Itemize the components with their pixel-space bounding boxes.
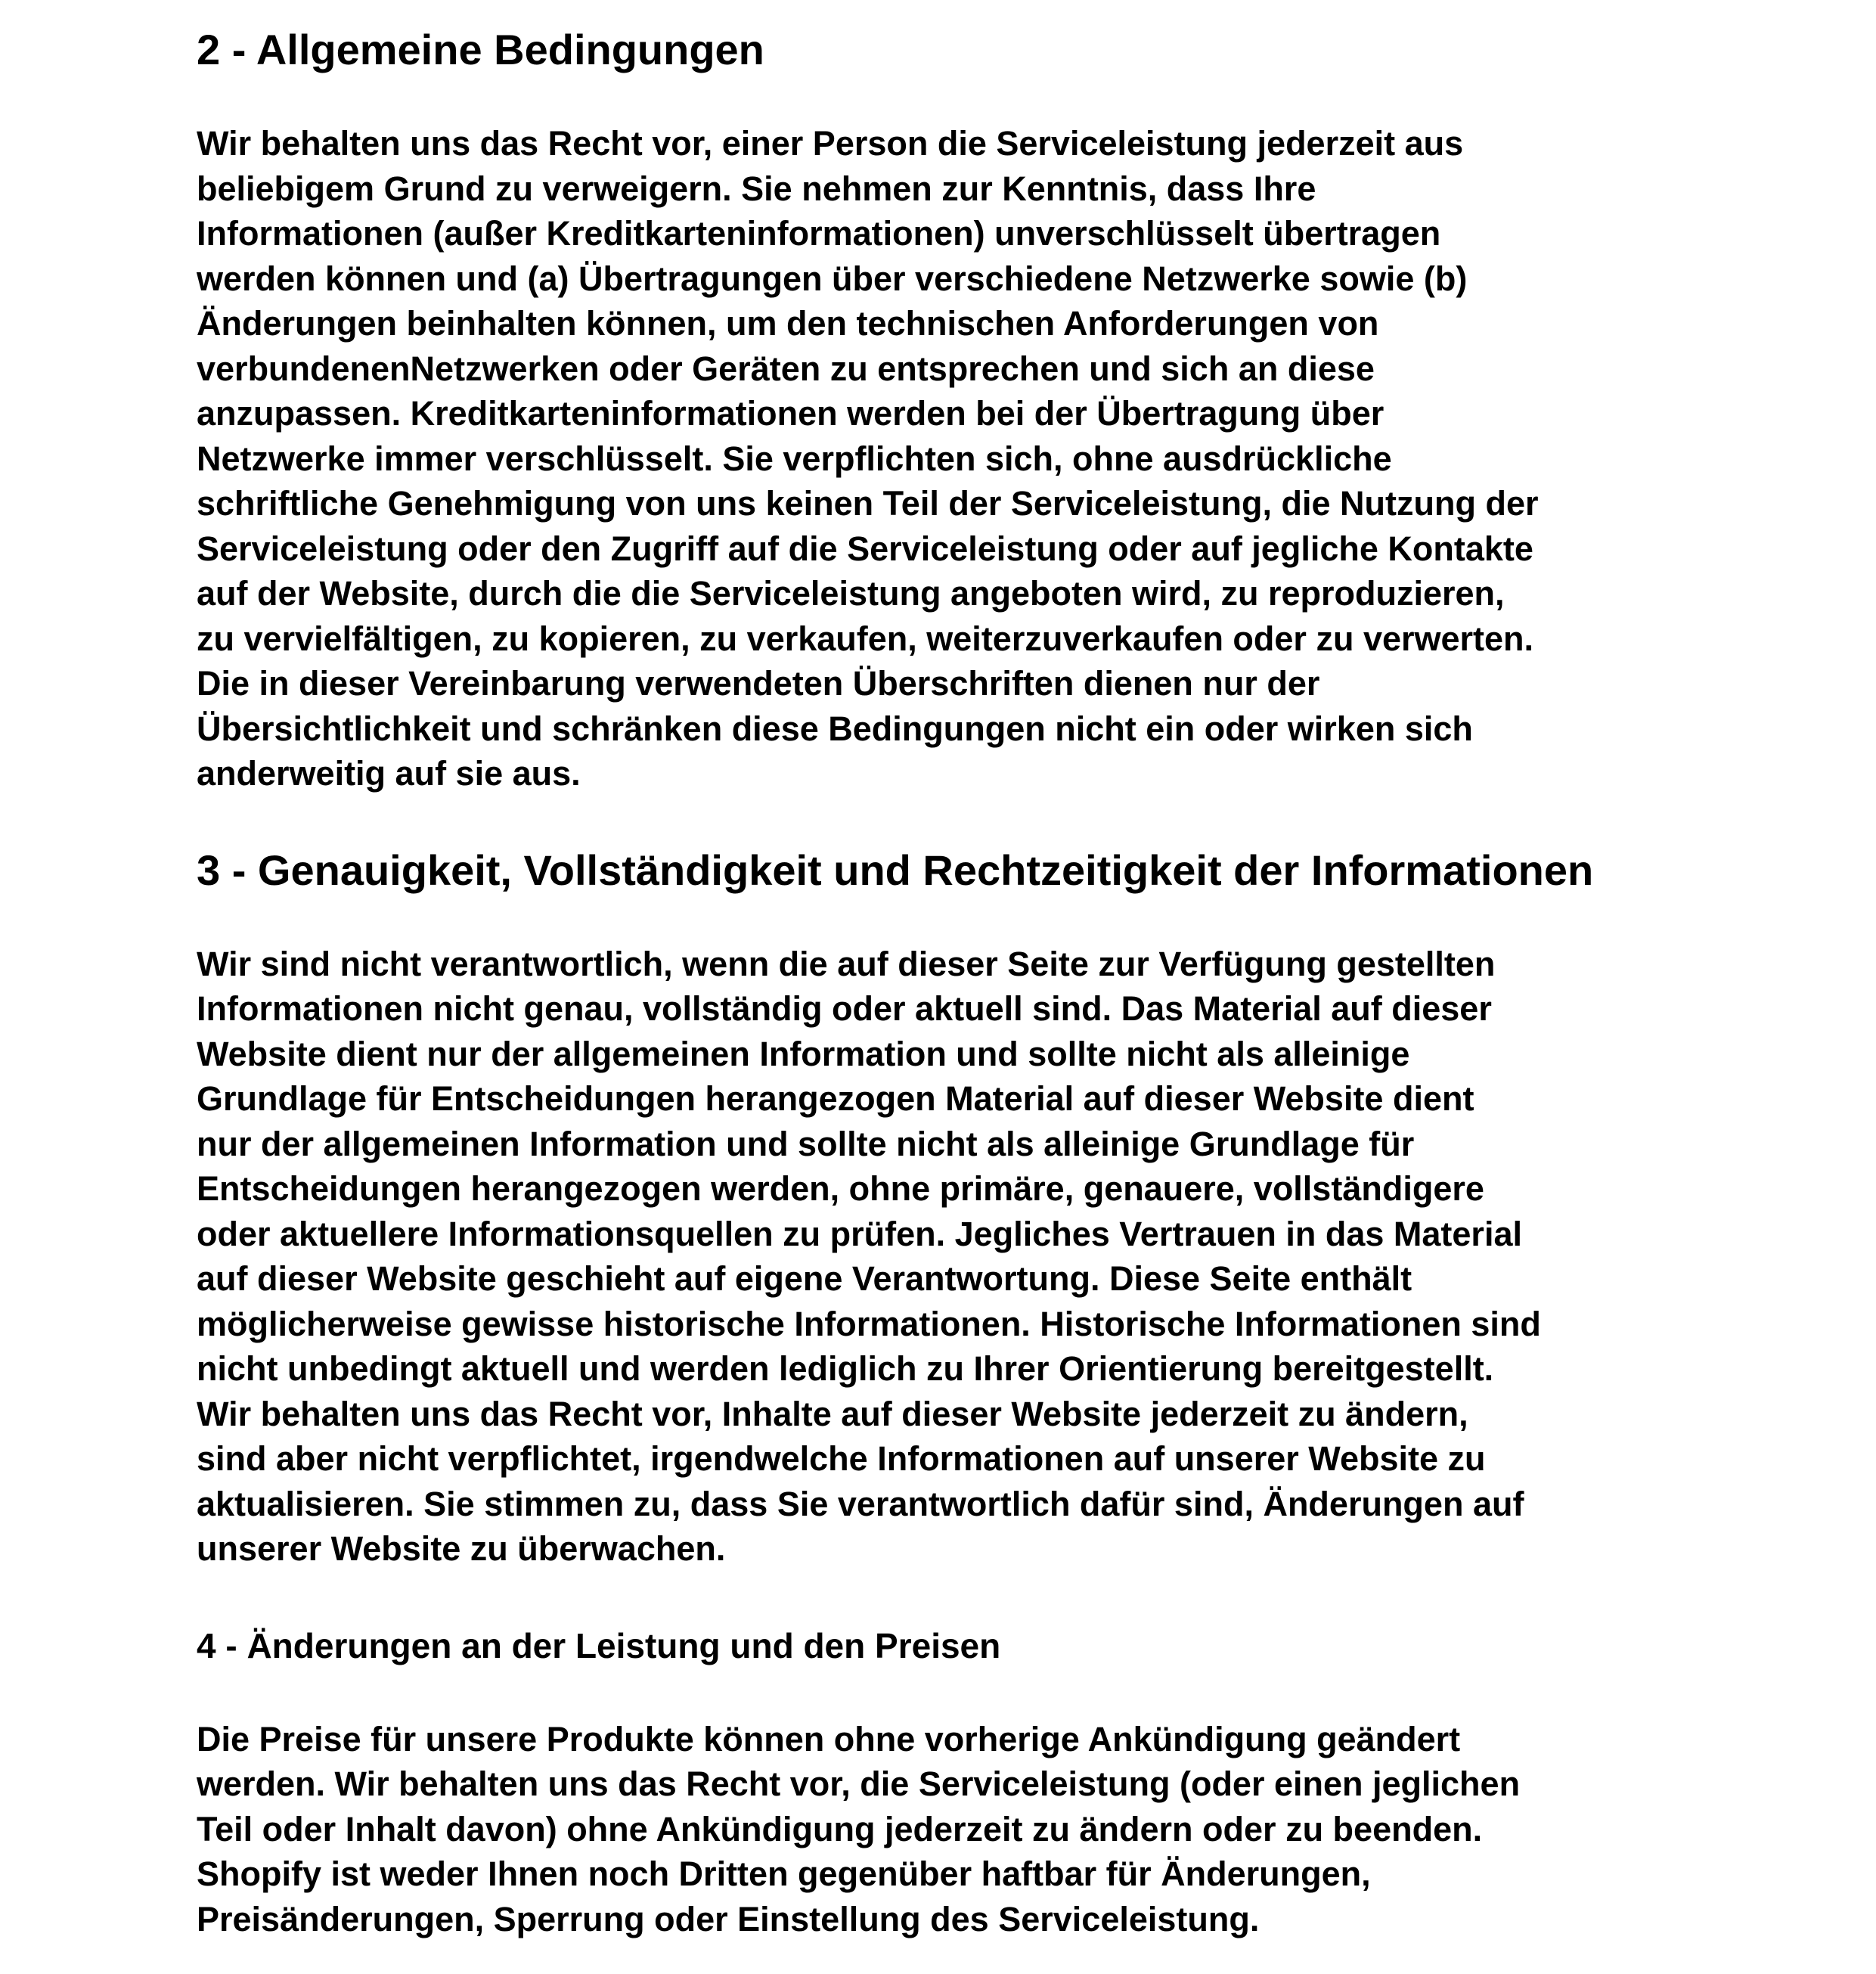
text-line: zu vervielfältigen, zu kopieren, zu verkaufen, weiterzuverkaufen oder zu verwerten. <box>197 619 1534 658</box>
text-line: Teil oder Inhalt davon) ohne Ankündigung jederzeit zu ändern oder zu beenden. <box>197 1809 1483 1848</box>
text-line: anzupassen. Kreditkarteninformationen werden bei der Übertragung über <box>197 394 1385 433</box>
text-line: Entscheidungen herangezogen werden, ohne primäre, genauere, vollständigere <box>197 1169 1484 1208</box>
text-line: möglicherweise gewisse historische Informationen. Historische Informationen sind <box>197 1304 1541 1343</box>
text-line: auf dieser Website geschieht auf eigene Verantwortung. Diese Seite enthält <box>197 1259 1412 1298</box>
text-line: aktualisieren. Sie stimmen zu, dass Sie verantwortlich dafür sind, Änderungen auf <box>197 1484 1524 1523</box>
text-line: Änderungen beinhalten können, um den technischen Anforderungen von <box>197 304 1379 343</box>
section-heading: 3 - Genauigkeit, Vollständigkeit und Rechtzeitigkeit der Informationen <box>197 846 1594 894</box>
text-line: Website dient nur der allgemeinen Information und sollte nicht als alleinige <box>197 1034 1410 1073</box>
text-line: Grundlage für Entscheidungen herangezogen Material auf dieser Website dient <box>197 1079 1474 1118</box>
text-line: werden. Wir behalten uns das Recht vor, die Serviceleistung (oder einen jeglichen <box>197 1764 1521 1803</box>
section-paragraph <box>197 942 1709 1572</box>
text-line: auf der Website, durch die die Serviceleistung angeboten wird, zu reproduzieren, <box>197 574 1505 613</box>
text-line: Wir behalten uns das Recht vor, Inhalte auf dieser Website jederzeit zu ändern, <box>197 1394 1468 1433</box>
section-accuracy <box>197 840 1709 1572</box>
text-line: sind aber nicht verpflichtet, irgendwelche Informationen auf unserer Website zu <box>197 1439 1486 1478</box>
text-line: anderweitig auf sie aus. <box>197 754 581 793</box>
text-line: Die Preise für unsere Produkte können ohne vorherige Ankündigung geändert <box>197 1719 1461 1758</box>
section-paragraph <box>197 1717 1709 1942</box>
text-line: Netzwerke immer verschlüsselt. Sie verpflichten sich, ohne ausdrückliche <box>197 439 1392 478</box>
text-line: Wir sind nicht verantwortlich, wenn die auf dieser Seite zur Verfügung gestellten <box>197 944 1496 983</box>
text-line: nur der allgemeinen Information und sollte nicht als alleinige Grundlage für <box>197 1124 1415 1163</box>
section-general-terms <box>197 20 1709 796</box>
text-line: Wir behalten uns das Recht vor, einer Person die Serviceleistung jederzeit aus <box>197 124 1464 163</box>
text-line: Informationen (außer Kreditkarteninformationen) unverschlüsselt übertragen <box>197 214 1441 253</box>
section-paragraph <box>197 121 1709 796</box>
text-line: Die in dieser Vereinbarung verwendeten Überschriften dienen nur der <box>197 664 1320 703</box>
text-line: unserer Website zu überwachen. <box>197 1529 726 1568</box>
text-line: oder aktuellere Informationsquellen zu prüfen. Jegliches Vertrauen in das Material <box>197 1214 1522 1253</box>
text-line: beliebigem Grund zu verweigern. Sie nehmen zur Kenntnis, dass Ihre <box>197 169 1316 208</box>
text-line: Shopify ist weder Ihnen noch Dritten gegenüber haftbar für Änderungen, <box>197 1855 1371 1893</box>
text-line: werden können und (a) Übertragungen über verschiedene Netzwerke sowie (b) <box>197 259 1468 298</box>
document-body <box>197 20 1709 1941</box>
text-line: Übersichtlichkeit und schränken diese Bedingungen nicht ein oder wirken sich <box>197 709 1473 748</box>
section-heading: 2 - Allgemeine Bedingungen <box>197 26 764 73</box>
section-heading: 4 - Änderungen an der Leistung und den Preisen <box>197 1625 1001 1665</box>
text-line: Serviceleistung oder den Zugriff auf die Serviceleistung oder auf jegliche Kontakte <box>197 529 1533 568</box>
section-price-changes <box>197 1616 1709 1942</box>
text-line: verbundenenNetzwerken oder Geräten zu entsprechen und sich an diese <box>197 349 1375 388</box>
text-line: schriftliche Genehmigung von uns keinen Teil der Serviceleistung, die Nutzung der <box>197 484 1539 523</box>
text-line: nicht unbedingt aktuell und werden lediglich zu Ihrer Orientierung bereitgestellt. <box>197 1349 1494 1388</box>
text-line: Informationen nicht genau, vollständig oder aktuell sind. Das Material auf dieser <box>197 989 1492 1028</box>
text-line: Preisänderungen, Sperrung oder Einstellung des Serviceleistung. <box>197 1899 1260 1938</box>
